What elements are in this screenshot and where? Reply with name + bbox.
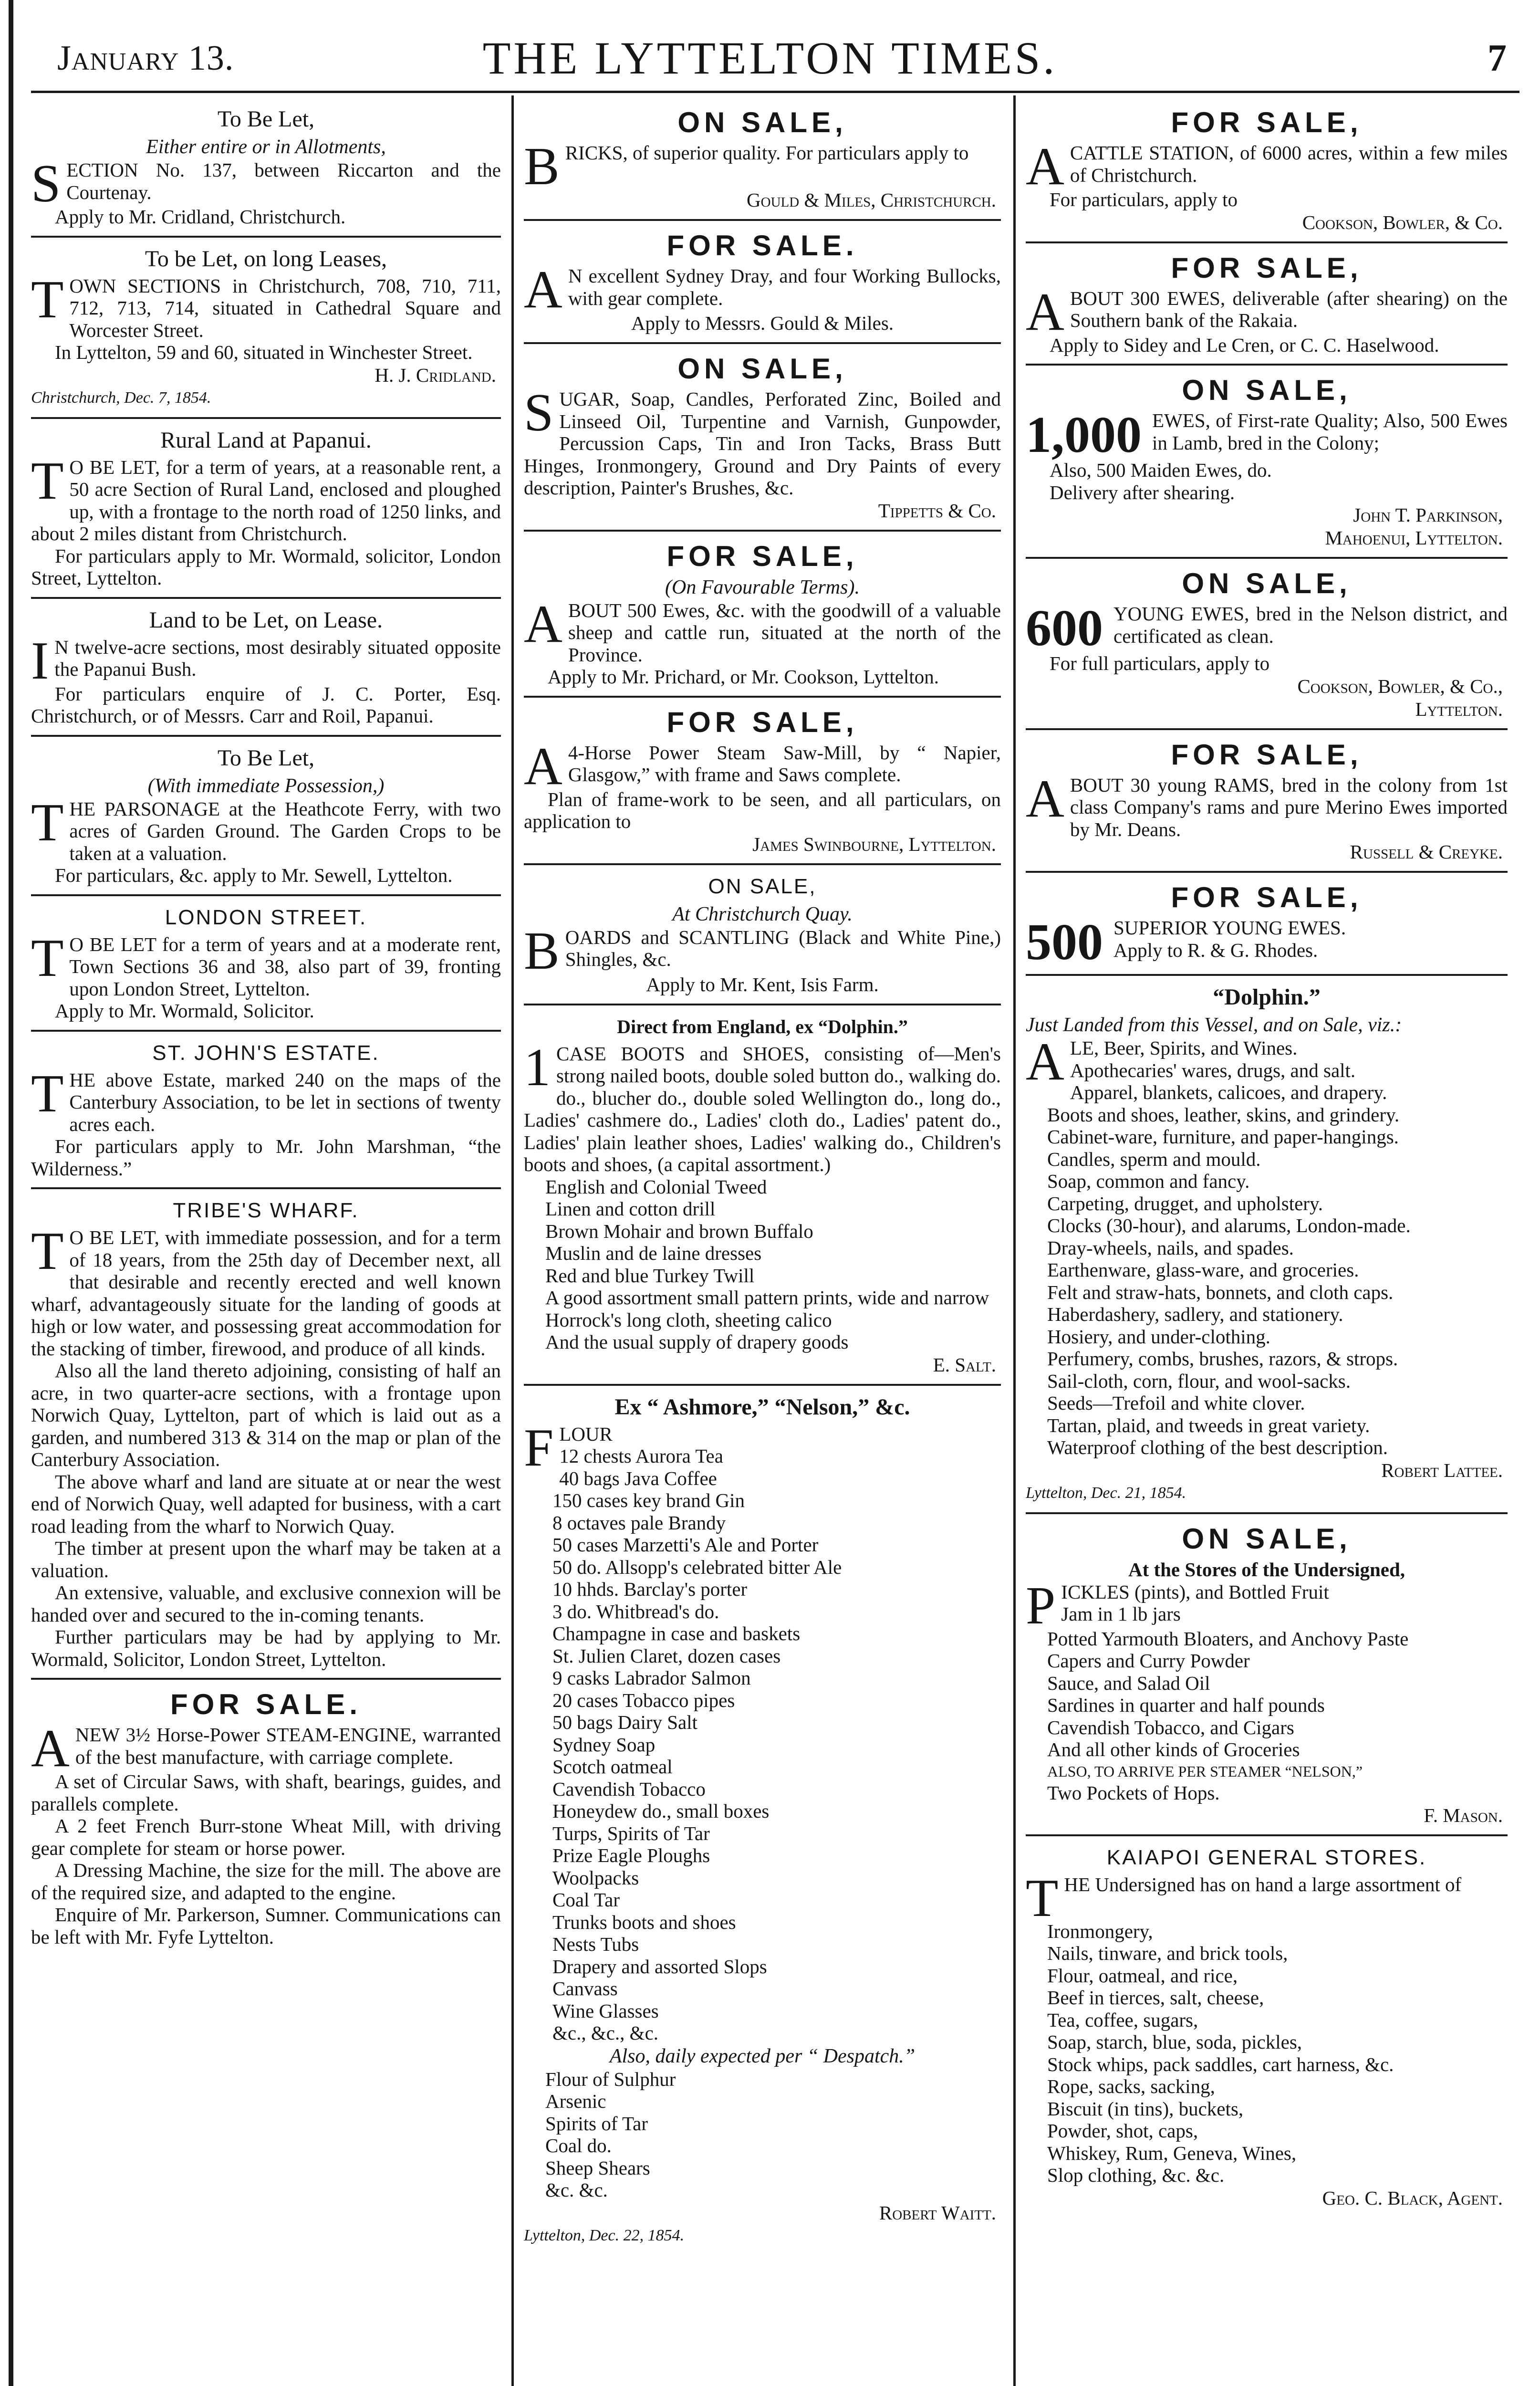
ad-signature: Robert Waitt.	[879, 2201, 996, 2224]
ad-heading: ON SALE,	[708, 874, 817, 898]
drop-cap: A	[524, 260, 562, 319]
ad-signature-place: Lyttelton.	[1415, 698, 1503, 720]
list-item: Ironmongery,	[1047, 1920, 1153, 1942]
ad-contact: Apply to Mr. Prichard, or Mr. Cookson, Lyttelton.	[548, 666, 939, 688]
ad-heading: ON SALE,	[1182, 374, 1352, 406]
list-item: Slop clothing, &c. &c.	[1047, 2164, 1225, 2186]
ad-contact: For particulars apply to Mr. John Marshman, “the Wilderness.”	[31, 1135, 501, 1180]
ad-body: OWN SECTIONS in Christchurch, 708, 710, 711, 712, 713, 714, situated in Cathedral Square and Worcester Street.	[69, 274, 501, 341]
ad-text: For particulars, apply to	[1050, 188, 1238, 210]
ad-subheading: Just Landed from this Vessel, and on Sale, viz.:	[1026, 1014, 1402, 1036]
ad-contact: Apply to Mr. Cridland, Christchurch.	[55, 206, 346, 228]
page-number: 7	[1488, 37, 1507, 79]
list-item: Dray-wheels, nails, and spades.	[1047, 1236, 1294, 1259]
list-item: Nests Tubs	[552, 1933, 639, 1955]
list-item: Wine Glasses	[552, 1999, 659, 2022]
newspaper-title: THE LYTTELTON TIMES.	[482, 32, 1058, 84]
ad-tribes-wharf	[31, 1189, 501, 1680]
ad-paragraph: A set of Circular Saws, with shaft, bearings, guides, and parallels complete.	[31, 1770, 501, 1815]
ad-heading: To be Let, on long Leases,	[145, 246, 387, 272]
list-item: Honeydew do., small boxes	[552, 1800, 770, 1822]
column-2	[524, 98, 1001, 2386]
list-item: 9 casks Labrador Salmon	[552, 1667, 751, 1689]
ad-sydney-dray	[524, 221, 1001, 344]
ad-heading: ON SALE,	[1182, 567, 1352, 599]
ad-body: ECTION No. 137, between Riccarton and the Courtenay.	[66, 159, 501, 203]
ad-date: Christchurch, Dec. 7, 1854.	[31, 388, 211, 407]
ad-body: BOUT 30 young RAMS, bred in the colony from 1st class Company's rams and pure Merino Ewes imported by Mr. Deans.	[1070, 774, 1508, 840]
ad-body: HE PARSONAGE at the Heathcote Ferry, with two acres of Garden Ground. The Garden Crops to be taken at a valuation.	[69, 797, 501, 864]
list-item: Spirits of Tar	[545, 2112, 648, 2135]
ad-dolphin-cargo	[1026, 976, 1508, 1514]
list-item: Drapery and assorted Slops	[552, 1955, 767, 1978]
ad-paragraph: A Dressing Machine, the size for the mill. The above are of the required size, and adapted to the engine.	[31, 1859, 501, 1904]
list-item: Canvass	[552, 1978, 618, 1999]
drop-cap: B	[524, 921, 560, 981]
ad-signature: Cookson, Bowler, & Co.	[1302, 211, 1503, 233]
ad-signature: John T. Parkinson,	[1353, 504, 1503, 526]
list-item: Trunks boots and shoes	[552, 1911, 736, 1933]
ad-heading: TRIBE'S WHARF.	[173, 1199, 359, 1222]
list-item: Apothecaries' wares, drugs, and salt.	[1070, 1059, 1356, 1081]
ad-body: UGAR, Soap, Candles, Perforated Zinc, Boiled and Linseed Oil, Turpentine and Varnish, Gunpowder, Percussion Caps, Tin and Iron Tacks, Brass Butt Hinges, Ironmongery, Ground and Dry Paints of every description, Painter's Brushes, &c.	[524, 388, 1001, 499]
ad-subheading: At Christchurch Quay.	[672, 903, 853, 925]
list-item: A good assortment small pattern prints, wide and narrow	[545, 1287, 989, 1308]
list-item: Waterproof clothing of the best description.	[1047, 1436, 1388, 1458]
ad-body: OARDS and SCANTLING (Black and White Pine,) Shingles, &c.	[565, 926, 1001, 970]
drop-cap: A	[524, 594, 562, 654]
list-item: Stock whips, pack saddles, cart harness, &c.	[1047, 2053, 1394, 2075]
drop-cap: T	[31, 451, 64, 511]
ad-subheading: (With immediate Possession,)	[147, 774, 385, 797]
ad-signature: H. J. Cridland.	[375, 364, 496, 386]
ad-paragraph: The above wharf and land are situate at or near the west end of Norwich Quay, well adapted for business, with a cart road leading from the wharf to Norwich Quay.	[31, 1470, 501, 1537]
list-item: Earthenware, glass-ware, and groceries.	[1047, 1259, 1359, 1281]
list-item: Tartan, plaid, and tweeds in great variety.	[1047, 1414, 1370, 1436]
ad-text: In Lyttelton, 59 and 60, situated in Winchester Street.	[55, 341, 473, 363]
list-item: Carpeting, drugget, and upholstery.	[1047, 1192, 1323, 1214]
list-item: 40 bags Java Coffee	[559, 1467, 717, 1489]
list-item: Linen and cotton drill	[545, 1198, 716, 1220]
masthead-rule	[31, 91, 1519, 93]
list-item: Rope, sacks, sacking,	[1047, 2075, 1215, 2097]
ad-sugar-soap	[524, 344, 1001, 532]
list-item: &c. &c.	[545, 2179, 608, 2201]
list-item: Sardines in quarter and half pounds	[1047, 1694, 1325, 1716]
ad-signature: E. Salt.	[933, 1353, 996, 1376]
list-item: And the usual supply of drapery goods	[545, 1331, 849, 1353]
ad-heading: FOR SALE,	[1171, 738, 1363, 771]
list-item: Flour, oatmeal, and rice,	[1047, 1964, 1238, 1987]
drop-cap: T	[31, 1222, 64, 1281]
list-item: 12 chests Aurora Tea	[559, 1445, 723, 1467]
ad-heading: Rural Land at Papanui.	[160, 427, 372, 453]
ad-heading: FOR SALE,	[666, 706, 858, 738]
list-item: 50 cases Marzetti's Ale and Porter	[552, 1534, 819, 1556]
column-rule-1	[511, 95, 514, 2386]
list-item: Sauce, and Salad Oil	[1047, 1672, 1210, 1694]
ad-ewes-goodwill	[524, 532, 1001, 698]
list-item: Haberdashery, sadlery, and stationery.	[1047, 1303, 1343, 1325]
list-item: Sail-cloth, corn, flour, and wool-sacks.	[1047, 1370, 1351, 1392]
ad-contact: Apply to Sidey and Le Cren, or C. C. Haselwood.	[1050, 334, 1439, 356]
ad-quantity: 1,000	[1026, 407, 1142, 463]
ad-saw-mill	[524, 698, 1001, 865]
ad-date: Lyttelton, Dec. 21, 1854.	[1026, 1484, 1186, 1502]
list-item: Apparel, blankets, calicoes, and drapery.	[1070, 1081, 1387, 1103]
list-item: Red and blue Turkey Twill	[545, 1264, 755, 1287]
list-item: Felt and straw-hats, bonnets, and cloth caps.	[1047, 1281, 1394, 1303]
ad-body: LE, Beer, Spirits, and Wines.	[1070, 1037, 1298, 1059]
list-item: Horrock's long cloth, sheeting calico	[545, 1308, 832, 1331]
ad-paragraph: Also all the land thereto adjoining, consisting of half an acre, in two quarter-acre sections, with a frontage upon Norwich Quay, Lyttelton, part of which is laid out as a garden, and numbered 313 & 314 on the map or plan of the Canterbury Association.	[31, 1360, 501, 1470]
list-item: Boots and shoes, leather, skins, and grindery.	[1047, 1103, 1400, 1126]
list-item: Cavendish Tobacco	[552, 1778, 706, 1800]
list-item: Champagne in case and baskets	[552, 1622, 801, 1644]
ad-note: Two Pockets of Hops.	[1047, 1781, 1220, 1804]
column-1	[31, 98, 501, 2386]
ad-signature: James Swinbourne, Lyttelton.	[752, 833, 996, 855]
list-item: Tea, coffee, sugars,	[1047, 2009, 1198, 2031]
ad-body: SUPERIOR YOUNG EWES.	[1113, 917, 1346, 939]
ad-body: N twelve-acre sections, most desirably situated opposite the Papanui Bush.	[54, 636, 501, 680]
ad-body-line: Jam in 1 lb jars	[1061, 1603, 1181, 1625]
list-item: Sheep Shears	[545, 2156, 650, 2179]
ad-paragraph: Further particulars may be had by applying to Mr. Wormald, Solicitor, London Street, Lyttelton.	[31, 1626, 501, 1670]
ad-subheading: (On Favourable Terms).	[665, 576, 860, 598]
list-item: Scotch oatmeal	[552, 1756, 673, 1778]
list-item: Soap, starch, blue, soda, pickles,	[1047, 2031, 1302, 2053]
list-item: Seeds—Trefoil and white clover.	[1047, 1392, 1305, 1414]
drop-cap: S	[31, 154, 61, 213]
ad-signature: Robert Lattee.	[1381, 1459, 1503, 1481]
list-item: Cabinet-ware, furniture, and paper-hangings.	[1047, 1126, 1399, 1148]
ad-600-young-ewes	[1026, 559, 1508, 730]
ad-text: Delivery after shearing.	[1050, 481, 1235, 503]
drop-cap: A	[1026, 1032, 1064, 1091]
list-item: Cavendish Tobacco, and Cigars	[1047, 1716, 1294, 1738]
ad-300-ewes	[1026, 243, 1508, 366]
list-item: 50 do. Allsopp's celebrated bitter Ale	[552, 1556, 842, 1578]
drop-cap: T	[31, 1064, 64, 1123]
ad-land-lease	[31, 599, 501, 737]
ad-text: For full particulars, apply to	[1050, 652, 1270, 674]
list-item: Hosiery, and under-clothing.	[1047, 1325, 1270, 1348]
ad-heading: LONDON STREET.	[165, 905, 367, 929]
ad-cattle-station	[1026, 98, 1508, 243]
ad-subheading: Either entire or in Allotments,	[146, 136, 386, 158]
goods-list	[1026, 1920, 1508, 2187]
ad-heading: FOR SALE,	[1171, 251, 1363, 284]
ad-heading: ON SALE,	[677, 353, 847, 385]
ad-heading: Ex “ Ashmore,” “Nelson,” &c.	[614, 1394, 910, 1420]
ad-paragraph: An extensive, valuable, and exclusive connexion will be handed over and secured to the in-coming tenants.	[31, 1581, 501, 1626]
ad-body: LOUR	[559, 1423, 613, 1445]
ad-contact: Apply to R. & G. Rhodes.	[1113, 939, 1318, 961]
ad-heading: Direct from England, ex “Dolphin.”	[617, 1015, 908, 1037]
list-item: Beef in tierces, salt, cheese,	[1047, 1987, 1264, 2009]
goods-list	[1026, 1628, 1508, 1761]
ad-section-137	[31, 98, 501, 238]
ad-heading: To Be Let,	[217, 106, 315, 132]
ad-contact: For particulars enquire of J. C. Porter, Esq. Christchurch, or of Messrs. Carr and Roil, Papanui.	[31, 682, 501, 727]
ad-body: NEW 3½ Horse-Power STEAM-ENGINE, warranted of the best manufacture, with carriage complete.	[75, 1724, 501, 1768]
ad-body: O BE LET, for a term of years, at a reasonable rent, a 50 acre Section of Rural Land, enclosed and ploughed up, with a frontage to the north road of 1250 links, and about 2 miles distant from Christchurch.	[31, 456, 501, 544]
list-item: Coal do.	[545, 2135, 612, 2156]
list-item: Candles, sperm and mould.	[1047, 1148, 1261, 1170]
ad-signature: F. Mason.	[1424, 1804, 1503, 1826]
list-item: 20 cases Tobacco pipes	[552, 1689, 735, 1711]
drop-cap: T	[31, 270, 64, 329]
ad-contact: Apply to Messrs. Gould & Miles.	[631, 312, 894, 334]
list-item: 10 hhds. Barclay's porter	[552, 1578, 748, 1600]
ad-heading: FOR SALE,	[1171, 881, 1363, 913]
drop-cap: A	[31, 1719, 70, 1778]
list-item: Powder, shot, caps,	[1047, 2120, 1198, 2142]
ad-flour-ashmore	[524, 1386, 1001, 2255]
ad-subheading: At the Stores of the Undersigned,	[1128, 1558, 1405, 1580]
list-item: Muslin and de laine dresses	[545, 1242, 762, 1264]
issue-date: January 13.	[57, 39, 234, 78]
ad-signature: Russell & Creyke.	[1350, 841, 1503, 863]
ad-rural-land-papanui	[31, 419, 501, 599]
ad-young-rams	[1026, 730, 1508, 873]
list-item: 50 bags Dairy Salt	[552, 1711, 698, 1733]
list-item: Potted Yarmouth Bloaters, and Anchovy Paste	[1047, 1627, 1409, 1650]
ad-note: ALSO, TO ARRIVE PER STEAMER “NELSON,”	[1047, 1762, 1363, 1780]
ad-heading: FOR SALE.	[170, 1688, 362, 1720]
drop-cap: A	[1026, 137, 1064, 196]
ad-body: BOUT 500 Ewes, &c. with the goodwill of a valuable sheep and cattle run, situated at the north of the Province.	[568, 599, 1001, 666]
drop-cap: S	[524, 383, 554, 442]
ad-paragraph: The timber at present upon the wharf may be taken at a valuation.	[31, 1537, 501, 1581]
ad-heading: “Dolphin.”	[1213, 984, 1321, 1010]
ad-paragraph: A 2 feet French Burr-stone Wheat Mill, with driving gear complete for steam or horse power.	[31, 1815, 501, 1859]
ad-body: HE Undersigned has on hand a large assortment of	[1064, 1873, 1462, 1895]
drop-cap: T	[31, 793, 64, 852]
ad-signature-place: Mahoenui, Lyttelton.	[1325, 527, 1503, 549]
ad-date: Lyttelton, Dec. 22, 1854.	[524, 2226, 685, 2244]
ad-body: N excellent Sydney Dray, and four Working Bullocks, with gear complete.	[568, 265, 1001, 309]
goods-list	[524, 1176, 1001, 1353]
list-item: &c., &c., &c.	[552, 2022, 659, 2044]
drop-cap: B	[524, 137, 560, 196]
ad-heading: To Be Let,	[217, 745, 315, 771]
ad-boots-shoes	[524, 1005, 1001, 1386]
ad-heading: ON SALE,	[677, 106, 847, 138]
drop-cap: I	[31, 631, 49, 691]
ad-text: Also, 500 Maiden Ewes, do.	[1050, 459, 1272, 481]
ad-pickles	[1026, 1514, 1508, 1836]
goods-list	[524, 2068, 1001, 2201]
ad-heading: KAIAPOI GENERAL STORES.	[1106, 1845, 1427, 1869]
goods-list	[1026, 1059, 1508, 1459]
ad-body: CASE BOOTS and SHOES, consisting of—Men's strong nailed boots, double soled button do., walking do. do., blucher do., double soled Wellington do., long do., Ladies' cashmere do., Ladies' cloth do., Ladies' patent do., Ladies' plain leather shoes, Ladies' walking do., Children's boots and shoes, (a capital assortment.)	[524, 1042, 1001, 1175]
ad-text: Plan of frame-work to be seen, and all particulars, on application to	[524, 788, 1001, 832]
ad-paragraph: Enquire of Mr. Parkerson, Sumner. Communications can be left with Mr. Fyfe Lyttelton.	[31, 1904, 501, 1948]
ad-heading: Land to be Let, on Lease.	[149, 607, 383, 633]
list-item: Perfumery, combs, brushes, razors, & strops.	[1047, 1348, 1398, 1370]
ad-contact: For particulars apply to Mr. Wormald, solicitor, London Street, Lyttelton.	[31, 544, 501, 589]
ad-body: EWES, of First-rate Quality; Also, 500 Ewes in Lamb, bred in the Colony;	[1152, 409, 1508, 454]
list-item: Sydney Soap	[552, 1733, 656, 1756]
list-item: Whiskey, Rum, Geneva, Wines,	[1047, 2142, 1297, 2164]
list-item: Clocks (30-hour), and alarums, London-made.	[1047, 1214, 1411, 1236]
list-item: English and Colonial Tweed	[545, 1175, 767, 1198]
list-item: Biscuit (in tins), buckets,	[1047, 2097, 1244, 2120]
ad-contact: Apply to Mr. Wormald, Solicitor.	[55, 1000, 314, 1022]
ad-heading: ST. JOHN'S ESTATE.	[152, 1041, 380, 1065]
ad-boards-scantling	[524, 865, 1001, 1005]
list-item: Flour of Sulphur	[545, 2068, 676, 2090]
ad-london-street	[31, 896, 501, 1032]
ad-subheading: Also, daily expected per “ Despatch.”	[609, 2045, 916, 2067]
list-item: Coal Tar	[552, 1889, 620, 1911]
ad-signature: Tippetts & Co.	[878, 499, 996, 522]
list-item: Soap, common and fancy.	[1047, 1170, 1250, 1192]
ad-body: RICKS, of superior quality. For particulars apply to	[565, 142, 969, 164]
ad-steam-engine	[31, 1680, 501, 1956]
ad-town-sections	[31, 238, 501, 419]
ad-heading: FOR SALE,	[666, 540, 858, 572]
ad-1000-ewes	[1026, 366, 1508, 559]
drop-cap: F	[524, 1418, 554, 1477]
ad-contact: For particulars, &c. apply to Mr. Sewell, Lyttelton.	[55, 864, 453, 886]
list-item: Prize Eagle Ploughs	[552, 1844, 710, 1866]
column-rule-2	[1013, 95, 1016, 2386]
ad-kaiapoi-stores	[1026, 1836, 1508, 2217]
list-item: 8 octaves pale Brandy	[552, 1511, 726, 1534]
ad-heading: ON SALE,	[1182, 1522, 1352, 1555]
ad-contact: Apply to Mr. Kent, Isis Farm.	[646, 973, 879, 995]
drop-cap: 1	[524, 1037, 551, 1097]
list-item: St. Julien Claret, dozen cases	[552, 1644, 781, 1667]
drop-cap: A	[524, 736, 562, 796]
list-item: Brown Mohair and brown Buffalo	[545, 1220, 813, 1242]
column-3	[1026, 98, 1508, 2386]
ad-quantity: 500	[1026, 914, 1103, 971]
ad-st-johns-estate	[31, 1032, 501, 1190]
list-item: Woolpacks	[552, 1866, 639, 1889]
ad-500-superior-ewes	[1026, 873, 1508, 976]
ad-body: BOUT 300 EWES, deliverable (after shearing) on the Southern bank of the Rakaia.	[1070, 287, 1508, 331]
ad-bricks	[524, 98, 1001, 221]
list-item: Nails, tinware, and brick tools,	[1047, 1942, 1288, 1964]
goods-list	[524, 1445, 1001, 2044]
drop-cap: T	[1026, 1868, 1059, 1928]
list-item: 150 cases key brand Gin	[552, 1489, 745, 1511]
ad-quantity: 600	[1026, 600, 1103, 657]
list-item: Arsenic	[545, 2090, 606, 2112]
ad-heading: FOR SALE.	[666, 230, 858, 262]
list-item: 3 do. Whitbread's do.	[552, 1600, 719, 1622]
ad-body: CATTLE STATION, of 6000 acres, within a few miles of Christchurch.	[1070, 142, 1508, 186]
left-border	[9, 0, 13, 2386]
ad-body: O BE LET for a term of years and at a moderate rent, Town Sections 36 and 38, also part of 39, fronting upon London Street, Lyttelton.	[69, 933, 501, 1000]
drop-cap: A	[1026, 282, 1064, 342]
ad-signature: Gould & Miles, Christchurch.	[747, 189, 996, 211]
list-item: And all other kinds of Groceries	[1047, 1738, 1300, 1760]
drop-cap: A	[1026, 769, 1064, 828]
ad-parsonage	[31, 737, 501, 896]
list-item: Capers and Curry Powder	[1047, 1650, 1250, 1672]
ad-body: YOUNG EWES, bred in the Nelson district, and certificated as clean.	[1113, 603, 1508, 647]
ad-body: O BE LET, with immediate possession, and for a term of 18 years, from the 25th day of December next, all that desirable and recently erected and well known wharf, advantageously situate for the landing of goods at high or low water, and possessing great accommodation for the stacking of timber, firewood, and produce of all kinds.	[31, 1226, 501, 1360]
ad-heading: FOR SALE,	[1171, 106, 1363, 138]
ad-body: ICKLES (pints), and Bottled Fruit	[1061, 1580, 1329, 1603]
list-item: Turps, Spirits of Tar	[552, 1822, 710, 1844]
ad-signature: Cookson, Bowler, & Co.,	[1297, 675, 1503, 697]
drop-cap: P	[1026, 1576, 1056, 1635]
ad-body: 4-Horse Power Steam Saw-Mill, by “ Napier, Glasgow,” with frame and Saws complete.	[568, 741, 1001, 785]
ad-signature: Geo. C. Black, Agent.	[1322, 2187, 1503, 2209]
ad-body: HE above Estate, marked 240 on the maps of the Canterbury Association, to be let in sections of twenty acres each.	[69, 1068, 501, 1135]
drop-cap: T	[31, 928, 64, 988]
